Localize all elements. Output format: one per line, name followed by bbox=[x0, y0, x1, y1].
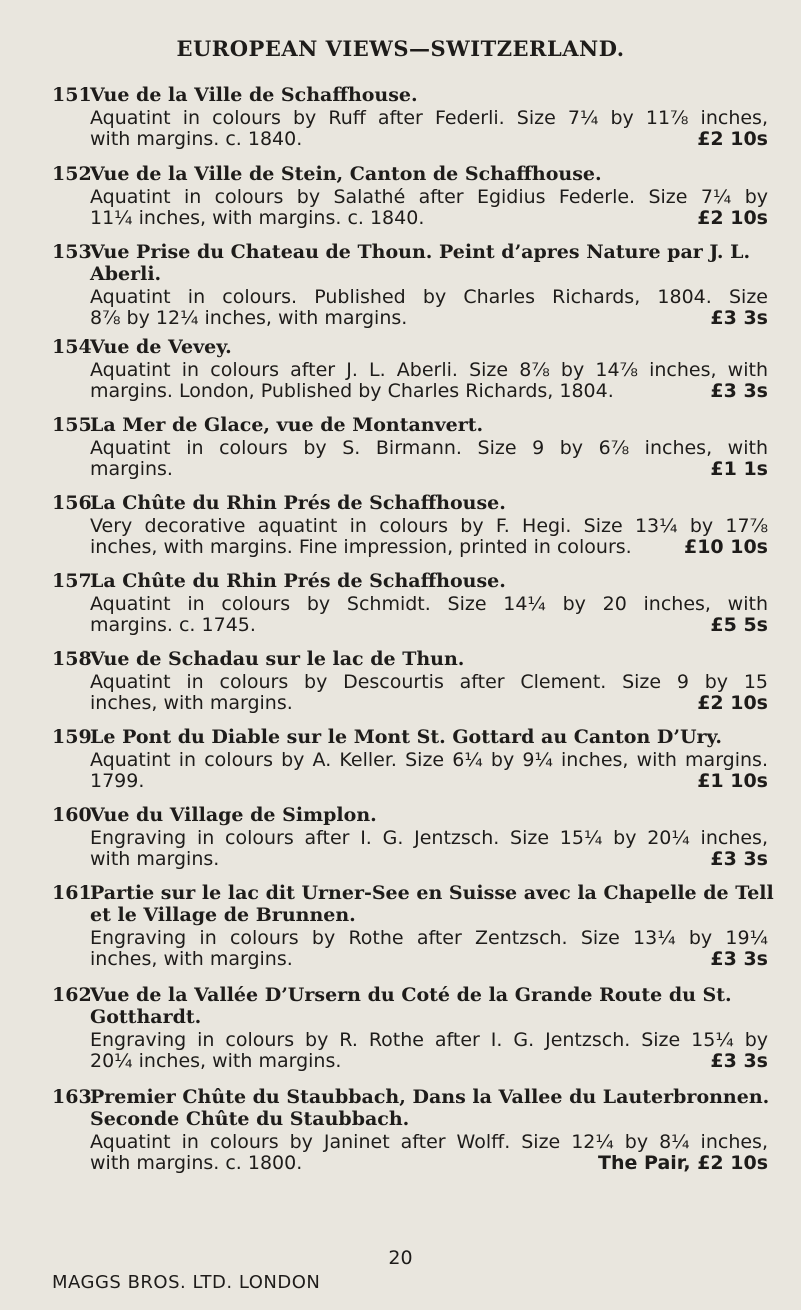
description-line bbox=[90, 1153, 768, 1174]
description-line bbox=[90, 949, 768, 970]
description-text: Engraving in colours by R. Rothe after I. G. Jentzsch. Size 15¼ by bbox=[90, 1029, 768, 1051]
entry-title-text: Partie sur le lac dit Urner-See en Suisse avec la Chapelle de Tell bbox=[90, 882, 774, 904]
entry-description bbox=[52, 108, 768, 150]
entry-title bbox=[52, 570, 768, 592]
description-text: Aquatint in colours after J. L. Aberli. Size 8⅞ by 14⅞ inches, with bbox=[90, 359, 768, 381]
description-text: Aquatint in colours by A. Keller. Size 6¼ by 9¼ inches, with margins. bbox=[90, 749, 768, 771]
entry-number: 160 bbox=[52, 804, 92, 826]
description-text: with margins. c. 1840. bbox=[90, 128, 303, 150]
description-text: Very decorative aquatint in colours by F. Hegi. Size 13¼ by 17⅞ bbox=[90, 515, 768, 537]
entry-title-text: La Chûte du Rhin Prés de Schaffhouse. bbox=[90, 570, 506, 592]
publisher-footer: MAGGS BROS. LTD. LONDON bbox=[52, 1272, 321, 1293]
entry-title-text: Vue de Vevey. bbox=[90, 336, 232, 358]
entry-number: 158 bbox=[52, 648, 92, 670]
entry-title bbox=[52, 163, 768, 185]
entry-number: 152 bbox=[52, 163, 92, 185]
page-number: 20 bbox=[388, 1247, 413, 1269]
entry-title-text: Vue de la Vallée D’Ursern du Coté de la Grande Route du St. bbox=[90, 984, 732, 1006]
entry-title-text: Vue du Village de Simplon. bbox=[90, 804, 377, 826]
entry-number: 162 bbox=[52, 984, 92, 1006]
catalogue-entry bbox=[52, 241, 768, 329]
description-line bbox=[90, 928, 768, 949]
description-line bbox=[90, 750, 768, 771]
description-text: Aquatint in colours by Janinet after Wolff. Size 12¼ by 8¼ inches, bbox=[90, 1131, 768, 1153]
catalogue-entry bbox=[52, 648, 768, 714]
description-line bbox=[90, 828, 768, 849]
description-text: 20¼ inches, with margins. bbox=[90, 1050, 342, 1072]
entry-title bbox=[52, 241, 768, 285]
entry-title bbox=[52, 648, 768, 670]
description-line bbox=[90, 287, 768, 308]
entry-price: £1 10s bbox=[697, 770, 768, 792]
description-line bbox=[90, 1051, 768, 1072]
description-line bbox=[90, 1030, 768, 1051]
entry-title-text: La Chûte du Rhin Prés de Schaffhouse. bbox=[90, 492, 506, 514]
catalogue-entry bbox=[52, 882, 774, 970]
description-text: with margins. bbox=[90, 848, 220, 870]
description-text: Aquatint in colours by S. Birmann. Size 9 by 6⅞ inches, with bbox=[90, 437, 768, 459]
entry-description bbox=[52, 287, 768, 329]
entry-title-text: Le Pont du Diable sur le Mont St. Gottard au Canton D’Ury. bbox=[90, 726, 723, 748]
entry-price: £3 3s bbox=[710, 380, 768, 402]
entry-title bbox=[52, 882, 774, 926]
entry-title-text: Vue de Schadau sur le lac de Thun. bbox=[90, 648, 465, 670]
description-text: Aquatint in colours by Salathé after Egidius Federle. Size 7¼ by bbox=[90, 186, 768, 208]
entry-title-continued: Seconde Chûte du Staubbach. bbox=[90, 1108, 410, 1130]
description-text: inches, with margins. bbox=[90, 948, 293, 970]
entry-number: 151 bbox=[52, 84, 92, 106]
entry-title bbox=[52, 414, 768, 436]
catalogue-entry bbox=[52, 570, 768, 636]
entry-title bbox=[52, 336, 768, 358]
description-text: Engraving in colours after I. G. Jentzsch. Size 15¼ by 20¼ inches, bbox=[90, 827, 768, 849]
catalogue-entry bbox=[52, 492, 768, 558]
entry-description bbox=[52, 360, 768, 402]
entry-description bbox=[52, 1030, 768, 1072]
description-line bbox=[90, 129, 768, 150]
entry-title bbox=[52, 984, 768, 1028]
entry-price: £5 5s bbox=[710, 614, 768, 636]
entry-title bbox=[52, 492, 768, 514]
description-text: with margins. c. 1800. bbox=[90, 1152, 303, 1174]
entry-number: 161 bbox=[52, 882, 92, 904]
entry-title-text: Premier Chûte du Staubbach, Dans la Vallee du Lauterbronnen. bbox=[90, 1086, 770, 1108]
entry-title-continued: Aberli. bbox=[90, 263, 162, 285]
entry-price: £3 3s bbox=[710, 1050, 768, 1072]
entry-description bbox=[52, 750, 768, 792]
entry-title bbox=[52, 804, 768, 826]
entry-description bbox=[52, 516, 768, 558]
entry-price: £10 10s bbox=[683, 536, 768, 558]
description-text: 8⅞ by 12¼ inches, with margins. bbox=[90, 307, 408, 329]
entry-title-continued: et le Village de Brunnen. bbox=[90, 904, 356, 926]
description-line bbox=[90, 381, 768, 402]
description-line bbox=[90, 672, 768, 693]
catalogue-entry bbox=[52, 84, 768, 150]
description-text: 11¼ inches, with margins. c. 1840. bbox=[90, 207, 425, 229]
description-line bbox=[90, 438, 768, 459]
entry-number: 154 bbox=[52, 336, 92, 358]
description-text: Aquatint in colours. Published by Charles Richards, 1804. Size bbox=[90, 286, 768, 308]
description-text: Aquatint in colours by Ruff after Federli. Size 7¼ by 11⅞ inches, bbox=[90, 107, 768, 129]
entry-description bbox=[52, 1132, 768, 1174]
description-line bbox=[90, 360, 768, 381]
entry-title-text: Vue de la Ville de Schaffhouse. bbox=[90, 84, 418, 106]
entry-title-continued: Gotthardt. bbox=[90, 1006, 202, 1028]
description-text: margins. bbox=[90, 458, 173, 480]
description-line bbox=[90, 771, 768, 792]
description-text: Engraving in colours by Rothe after Zentzsch. Size 13¼ by 19¼ bbox=[90, 927, 768, 949]
description-line bbox=[90, 187, 768, 208]
entry-price: £3 3s bbox=[710, 948, 768, 970]
catalogue-entry bbox=[52, 414, 768, 480]
catalogue-entry bbox=[52, 984, 768, 1072]
catalogue-entry bbox=[52, 1086, 768, 1174]
entry-title-text: Vue Prise du Chateau de Thoun. Peint d’apres Nature par J. L. bbox=[90, 241, 751, 263]
entry-price: £1 1s bbox=[710, 458, 768, 480]
entry-description bbox=[52, 594, 768, 636]
entry-price: The Pair, £2 10s bbox=[598, 1152, 768, 1174]
entry-number: 155 bbox=[52, 414, 92, 436]
description-line bbox=[90, 459, 768, 480]
entry-number: 163 bbox=[52, 1086, 92, 1108]
description-line bbox=[90, 1132, 768, 1153]
description-line bbox=[90, 693, 768, 714]
entry-number: 156 bbox=[52, 492, 92, 514]
entry-title-text: La Mer de Glace, vue de Montanvert. bbox=[90, 414, 484, 436]
catalogue-entry bbox=[52, 804, 768, 870]
description-text: margins. London, Published by Charles Richards, 1804. bbox=[90, 380, 614, 402]
entry-title bbox=[52, 1086, 768, 1130]
catalogue-entry bbox=[52, 726, 768, 792]
description-text: inches, with margins. bbox=[90, 692, 293, 714]
description-line bbox=[90, 849, 768, 870]
entry-price: £2 10s bbox=[697, 692, 768, 714]
entry-description bbox=[52, 438, 768, 480]
description-line bbox=[90, 594, 768, 615]
entry-description bbox=[52, 828, 768, 870]
catalogue-entry bbox=[52, 336, 768, 402]
description-text: 1799. bbox=[90, 770, 145, 792]
entry-number: 153 bbox=[52, 241, 92, 263]
entry-title bbox=[52, 84, 768, 106]
description-line bbox=[90, 615, 768, 636]
description-line bbox=[90, 308, 768, 329]
catalogue-entry bbox=[52, 163, 768, 229]
entry-price: £3 3s bbox=[710, 848, 768, 870]
description-text: margins. c. 1745. bbox=[90, 614, 256, 636]
entry-description bbox=[52, 672, 768, 714]
entry-description bbox=[52, 187, 768, 229]
description-line bbox=[90, 537, 768, 558]
entry-description bbox=[52, 928, 768, 970]
description-line bbox=[90, 208, 768, 229]
entry-title bbox=[52, 726, 768, 748]
page-heading: EUROPEAN VIEWS—SWITZERLAND. bbox=[176, 36, 625, 61]
description-text: Aquatint in colours by Descourtis after Clement. Size 9 by 15 bbox=[90, 671, 768, 693]
description-text: inches, with margins. Fine impression, printed in colours. bbox=[90, 536, 632, 558]
entry-title-text: Vue de la Ville de Stein, Canton de Schaffhouse. bbox=[90, 163, 602, 185]
entry-price: £2 10s bbox=[697, 207, 768, 229]
entry-price: £3 3s bbox=[710, 307, 768, 329]
entry-number: 159 bbox=[52, 726, 92, 748]
description-text: Aquatint in colours by Schmidt. Size 14¼ by 20 inches, with bbox=[90, 593, 768, 615]
entry-number: 157 bbox=[52, 570, 92, 592]
description-line bbox=[90, 108, 768, 129]
entry-price: £2 10s bbox=[697, 128, 768, 150]
description-line bbox=[90, 516, 768, 537]
